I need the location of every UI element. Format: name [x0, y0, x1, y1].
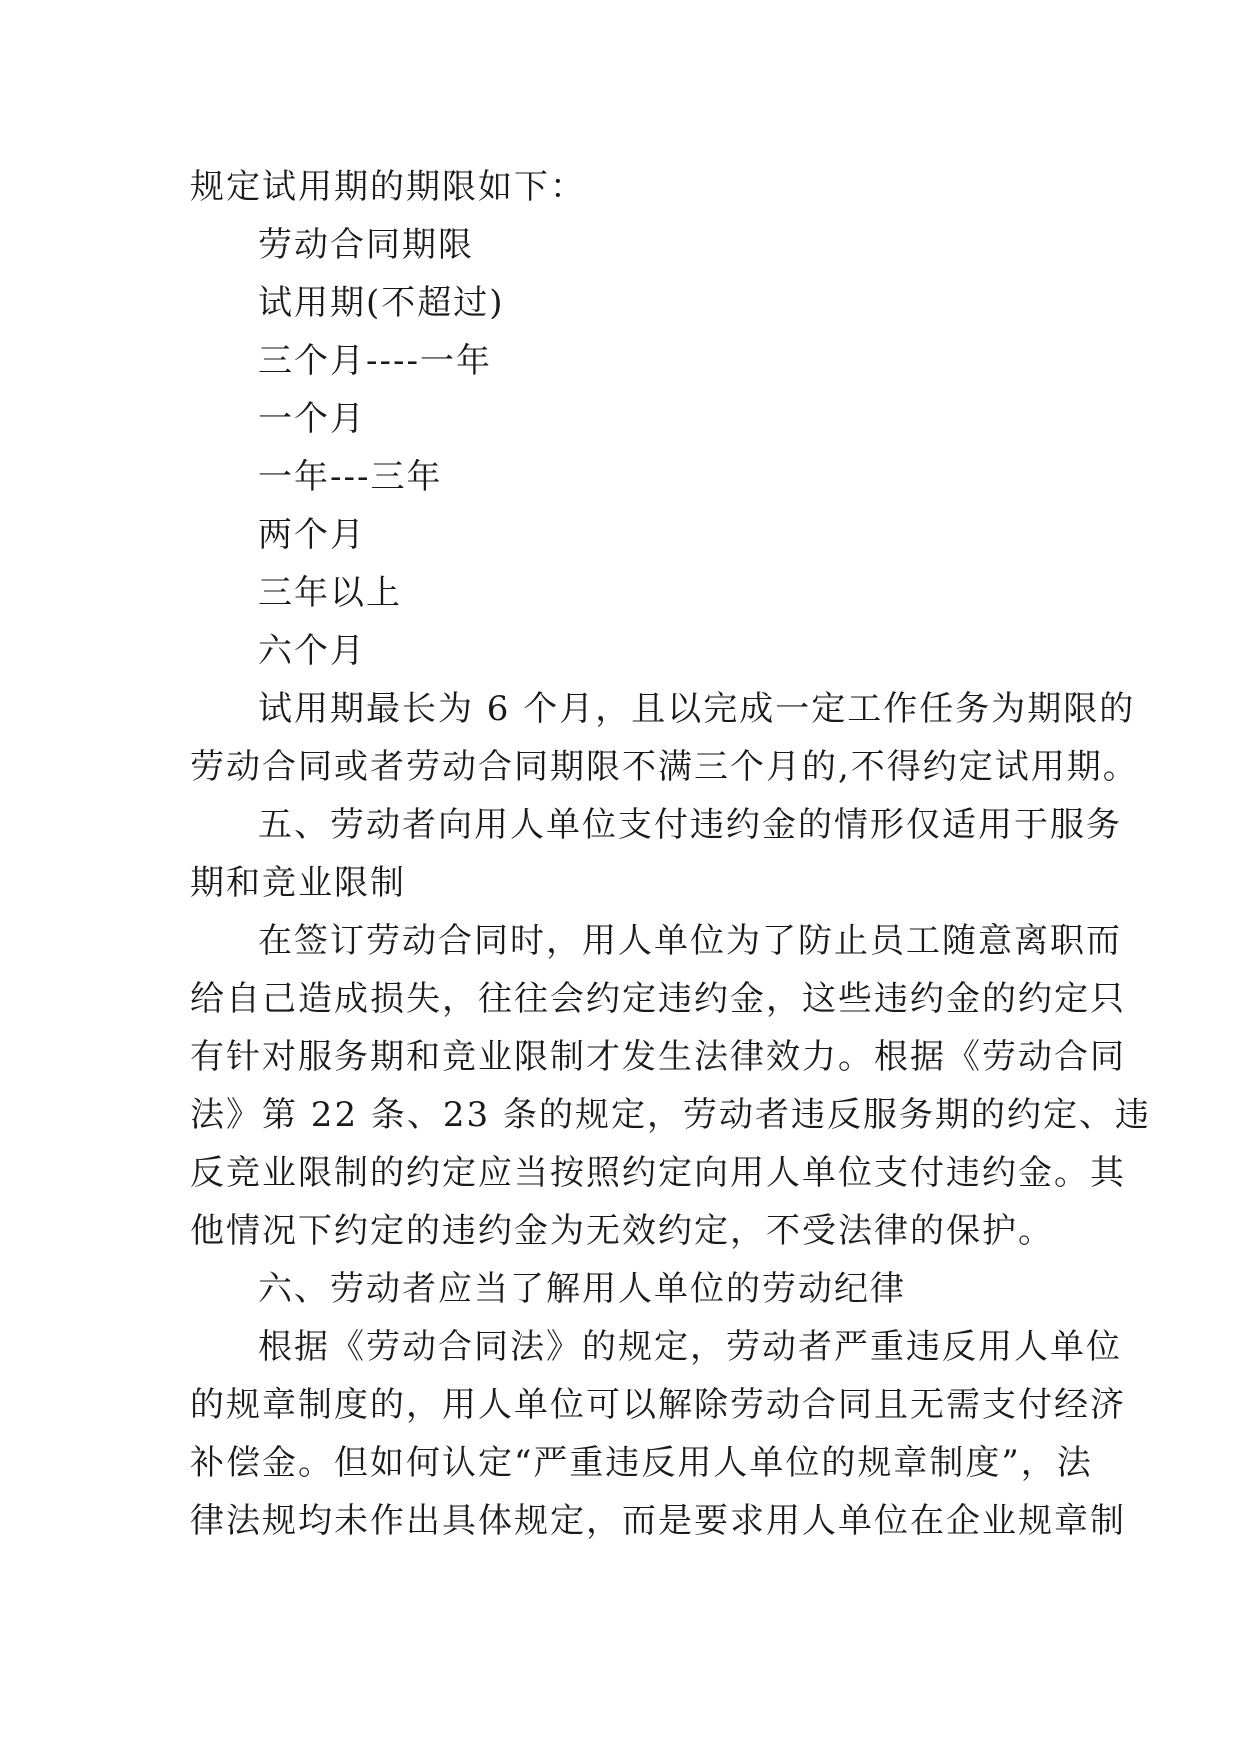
section-heading: 五、劳动者向用人单位支付违约金的情形仅适用于服务	[258, 805, 1122, 845]
text-line: 试用期最长为 6 个月，且以完成一定工作任务为期限的	[258, 689, 1136, 729]
text-line: 他情况下约定的违约金为无效约定，不受法律的保护。	[190, 1211, 1054, 1251]
text-line: 规定试用期的期限如下：	[190, 167, 586, 207]
text-line: 两个月	[258, 515, 366, 555]
text-line: 在签订劳动合同时，用人单位为了防止员工随意离职而	[258, 921, 1122, 961]
text-line: 一年---三年	[258, 457, 443, 497]
text-line: 六个月	[258, 631, 366, 671]
text-line: 反竞业限制的约定应当按照约定向用人单位支付违约金。其	[190, 1153, 1126, 1193]
text-line: 给自己造成损失，往往会约定违约金，这些违约金的约定只	[190, 979, 1126, 1019]
text-line: 法》第 22 条、23 条的规定，劳动者违反服务期的约定、违	[190, 1095, 1151, 1135]
text-line: 劳动合同期限	[258, 225, 474, 265]
section-heading: 期和竞业限制	[190, 863, 406, 903]
text-line: 有针对服务期和竞业限制才发生法律效力。根据《劳动合同	[190, 1037, 1126, 1077]
text-line: 三年以上	[258, 573, 402, 613]
section-heading: 六、劳动者应当了解用人单位的劳动纪律	[258, 1269, 906, 1309]
text-line: 律法规均未作出具体规定，而是要求用人单位在企业规章制	[190, 1501, 1126, 1541]
text-line: 三个月----一年	[258, 341, 492, 381]
text-line: 根据《劳动合同法》的规定，劳动者严重违反用人单位	[258, 1327, 1122, 1367]
text-line: 劳动合同或者劳动合同期限不满三个月的,不得约定试用期。	[190, 747, 1139, 787]
text-line: 补偿金。但如何认定“严重违反用人单位的规章制度”，法	[190, 1443, 1093, 1483]
text-line: 的规章制度的，用人单位可以解除劳动合同且无需支付经济	[190, 1385, 1126, 1425]
text-line: 试用期(不超过)	[258, 283, 505, 323]
text-line: 一个月	[258, 399, 366, 439]
